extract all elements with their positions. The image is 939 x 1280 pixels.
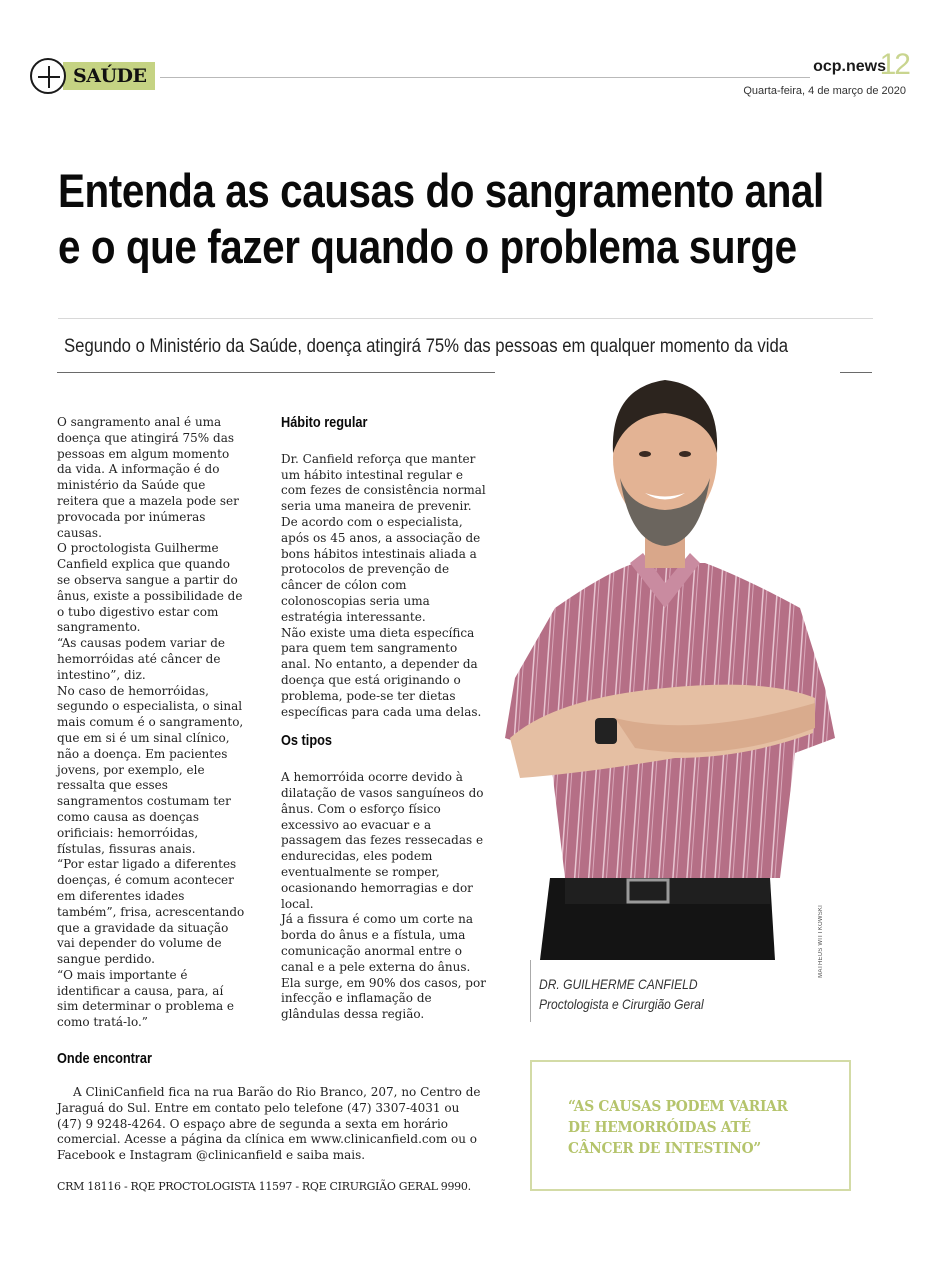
section-title-tipos: Os tipos xyxy=(281,732,333,750)
plus-circle-icon xyxy=(30,58,66,94)
paragraph: “Por estar ligado a diferentes doenças, é comum acontecer em diferentes idades também”, frisa, acrescentando que a gravidade da situação vai depender do volume de sangue perdido. xyxy=(57,857,245,967)
doctor-photo xyxy=(495,358,840,960)
section-label: SAÚDE xyxy=(63,62,155,90)
section-title-habito: Hábito regular xyxy=(281,414,368,431)
paragraph: O sangramento anal é uma doença que atingirá 75% das pessoas em algum momento da vida. A informação é do ministério da Saúde que reitera que a mazela pode ser provocada por inúmeras causas. xyxy=(57,415,239,540)
pull-quote xyxy=(568,1096,788,1159)
photo-credit: MATHEUS WITTKOWSKI xyxy=(818,905,824,978)
photo-caption xyxy=(539,974,704,1014)
paragraph: O proctologista Guilherme Canfield explica que quando se observa sangue a partir do ânus, existe a possibilidade de o tubo digestivo estar com sangramento. xyxy=(57,541,243,635)
paragraph: A hemorróida ocorre devido à dilatação de vasos sanguíneos do ânus. Com o esforço físico excessivo ao evacuar e a passagem das fezes ressecadas e endurecidas, eles podem eventualmente se romper, ocasionando hemorragias e dor local. xyxy=(281,770,484,911)
crm-registration: CRM 18116 - RQE PROCTOLOGISTA 11597 - RQE CIRURGIÃO GERAL 9990. xyxy=(57,1180,471,1193)
pull-quote-line: CÂNCER DE INTESTINO” xyxy=(568,1139,761,1157)
pull-quote-box xyxy=(530,1060,851,1191)
article-column-2 xyxy=(281,415,486,1023)
section-title-onde-encontrar: Onde encontrar xyxy=(57,1050,152,1067)
headline-line-2: e o que fazer quando o problema surge xyxy=(58,220,797,273)
paragraph: De acordo com o especialista, após os 45 anos, a associação de bons hábitos intestinais aliada a protocolos de prevenção de câncer de cólon com colonoscopias seria uma estratégia interessante. xyxy=(281,514,481,624)
issue-date: Quarta-feira, 4 de março de 2020 xyxy=(743,85,906,97)
page-number: 12 xyxy=(879,48,909,81)
header-divider xyxy=(160,77,810,78)
headline xyxy=(58,163,824,275)
article-column-1 xyxy=(57,415,247,1031)
publication-brand: ocp.news xyxy=(813,58,886,75)
caption-name: DR. GUILHERME CANFIELD xyxy=(539,976,698,992)
pull-quote-line: “AS CAUSAS PODEM VARIAR xyxy=(568,1097,788,1115)
paragraph: No caso de hemorróidas, segundo o especialista, o sinal mais comum é o sangramento, que em si é um sinal clínico, não a doença. Em pacientes jovens, por exemplo, ele ressalta que esses sangramentos costumam ter como causa as doenças orificiais: hemorróidas, fístulas, fissuras anais. xyxy=(57,683,244,856)
paragraph: “O mais importante é identificar a causa, para, aí sim determinar o problema e como tratá-lo.” xyxy=(57,967,235,1030)
caption-divider xyxy=(530,960,531,1022)
caption-role: Proctologista e Cirurgião Geral xyxy=(539,996,704,1012)
subhead: Segundo o Ministério da Saúde, doença atingirá 75% das pessoas em qualquer momento da vida xyxy=(64,336,789,357)
section-tag xyxy=(30,58,155,94)
paragraph: “As causas podem variar de hemorróidas até câncer de intestino”, diz. xyxy=(57,636,225,682)
paragraph: Não existe uma dieta específica para quem tem sangramento anal. No entanto, a depender da doença que está originando o problema, pode-se ter dietas específicas para cada uma delas. xyxy=(281,625,482,719)
pull-quote-line: DE HEMORRÓIDAS ATÉ xyxy=(568,1118,751,1136)
paragraph: Já a fissura é como um corte na borda do ânus e a fístula, uma comunicação anormal entre o canal e a pele externa do ânus. Ela surge, em 90% dos casos, por infecção e inflamação de glândulas dessa região. xyxy=(281,912,486,1022)
clinic-info: A CliniCanfield fica na rua Barão do Rio Branco, 207, no Centro de Jaraguá do Sul. Entre em contato pelo telefone (47) 3307-4031 ou (47) 9 9248-4264. O espaço abre de segunda a sexta em horário comercial. Acesse a página da clínica em www.clinicanfield.com ou o Facebook e Instagram @clinicanfield e saiba mais. xyxy=(57,1085,481,1163)
paragraph: Dr. Canfield reforça que manter um hábito intestinal regular e com fezes de consistência normal seria uma maneira de prevenir. xyxy=(281,451,486,514)
headline-line-1: Entenda as causas do sangramento anal xyxy=(58,164,824,217)
subhead-divider-top xyxy=(58,318,873,319)
portrait-illustration xyxy=(495,358,840,960)
